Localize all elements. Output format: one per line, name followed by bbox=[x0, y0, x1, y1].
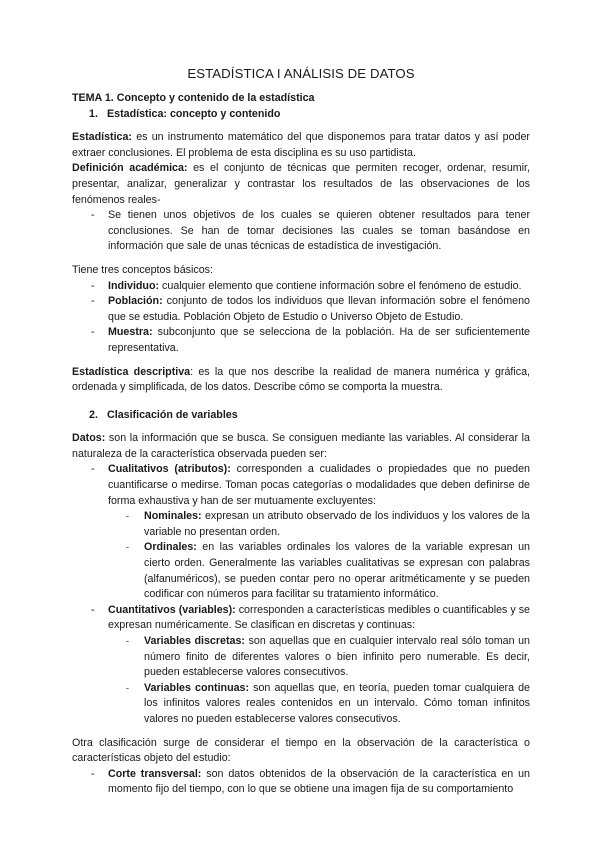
list-item bbox=[108, 294, 530, 325]
text-estadistica: es un instrumento matemático del que disponemos para tratar datos y así poder extraer conclusiones. El problema de esta disciplina es su uso partidista. bbox=[72, 131, 530, 159]
term-poblacion: Población: bbox=[108, 295, 163, 308]
text-ordinales: en las variables ordinales los valores de la variable expresan un cierto orden. Generalmente las variables cualitativas se expresan con palabras (alfanuméricos), se pueden contar pero no operar aritméticamente y se pueden codificar con números para facilitar su tratamiento informático. bbox=[144, 541, 530, 601]
text-muestra: subconjunto que se selecciona de la población. Ha de ser suficientemente representativa. bbox=[108, 326, 530, 354]
term-ordinales: Ordinales: bbox=[144, 541, 197, 554]
text-cualitativos: corresponden a cualidades o propiedades que no pueden cuantificarse o medirse. Toman pocas categorías o modalidades que deben definirse de forma exhaustiva y han de ser mutuamente excluyentes: bbox=[108, 463, 530, 507]
text-corte-transversal: son datos obtenidos de la observación de la característica en un momento fijo del tiempo, con lo que se obtiene una imagen fija de su comportamiento bbox=[108, 767, 530, 796]
conceptos-intro: Tiene tres conceptos básicos: bbox=[72, 263, 213, 276]
cualitativos-sublist bbox=[108, 509, 530, 603]
document-page bbox=[72, 66, 530, 798]
paragraph-otra-clasificacion: Otra clasificación surge de considerar el tiempo en la observación de la característica o características objeto del estudio: bbox=[72, 736, 530, 765]
text-cuantitativos: corresponden a características medibles o cuantificables y se expresan numéricamente. Se clasifican en discretas y continuas: bbox=[108, 603, 530, 632]
section-2-number: 2. bbox=[89, 408, 98, 421]
text-descriptiva: : es la que nos describe la realidad de manera numérica y gráfica, ordenada y simplificada, de los datos. Describe cómo se comporta la muestra. bbox=[72, 365, 530, 394]
paragraph-estadistica bbox=[72, 130, 530, 161]
objetivos-list bbox=[72, 208, 530, 255]
tiempo-list bbox=[72, 767, 530, 798]
paragraph-descriptiva bbox=[72, 365, 530, 396]
text-nominales: expresan un atributo observado de los individuos y los valores de la variable no presentan orden. bbox=[144, 510, 530, 538]
section-1-label: Estadística: concepto y contenido bbox=[107, 107, 281, 120]
term-individuo: Individuo: bbox=[108, 279, 160, 292]
list-item bbox=[144, 540, 530, 602]
term-estadistica: Estadística: bbox=[72, 131, 132, 144]
term-datos: Datos: bbox=[72, 432, 106, 445]
term-muestra: Muestra: bbox=[108, 326, 153, 339]
section-1-number: 1. bbox=[89, 107, 98, 120]
tema-heading: TEMA 1. Concepto y contenido de la estadística bbox=[72, 92, 315, 104]
text-continuas: son aquellas que, en teoría, pueden tomar cualquiera de los infinitos valores reales contenidos en un intervalo. Cómo toman infinitos valores no pueden establecerse valores consecutivos. bbox=[144, 681, 530, 725]
text-definicion: es el conjunto de técnicas que permiten recoger, ordenar, resumir, presentar, analizar, generalizar y contrastar los resultados de las observaciones de los fenómenos reales- bbox=[72, 162, 530, 206]
list-item bbox=[108, 325, 530, 356]
list-item: - Se tienen unos objetivos de los cuales se quieren obtener resultados para tener conclusiones. Se han de tomar decisiones las cuales se toman basándose en información que sale de unas técnicas de estadística de investigación. bbox=[108, 208, 530, 255]
text-individuo: cualquier elemento que contiene información sobre el fenómeno de estudio. bbox=[159, 279, 522, 292]
list-item bbox=[144, 634, 530, 681]
term-cualitativos: Cualitativos (atributos): bbox=[108, 463, 231, 476]
list-item bbox=[108, 279, 530, 295]
text-discretas: son aquellas que en cualquier intervalo real sólo toman un número finito de diferentes valores o bien infinito pero numerable. Es decir, pueden establecerse valores consecutivos. bbox=[144, 635, 530, 679]
datos-list bbox=[72, 462, 530, 727]
text-datos: son la información que se busca. Se consiguen mediante las variables. Al considerar la naturaleza de la característica observada pueden ser: bbox=[72, 432, 530, 460]
paragraph-datos bbox=[72, 431, 530, 462]
list-item bbox=[108, 603, 530, 728]
term-continuas: Variables continuas: bbox=[144, 681, 250, 694]
section-1-heading bbox=[72, 107, 530, 123]
term-discretas: Variables discretas: bbox=[144, 635, 245, 647]
list-item bbox=[108, 462, 530, 602]
section-2-label: Clasificación de variables bbox=[107, 408, 238, 421]
text-poblacion: conjunto de todos los individuos que llevan información sobre el fenómeno que se estudia. Población Objeto de Estudio o Universo Objeto de Estudio. bbox=[108, 295, 530, 323]
term-corte-transversal: Corte transversal: bbox=[108, 767, 202, 780]
term-descriptiva: Estadística descriptiva bbox=[72, 365, 191, 378]
list-item bbox=[144, 681, 530, 728]
section-2-heading bbox=[72, 408, 530, 424]
list-item bbox=[108, 767, 530, 798]
cuantitativos-sublist bbox=[108, 634, 530, 728]
conceptos-list bbox=[72, 279, 530, 357]
term-nominales: Nominales: bbox=[144, 510, 202, 523]
term-cuantitativos: Cuantitativos (variables): bbox=[108, 603, 236, 616]
list-item bbox=[144, 509, 530, 540]
paragraph-definicion bbox=[72, 161, 530, 208]
term-definicion: Definición académica: bbox=[72, 162, 188, 175]
document-title: ESTADÍSTICA I ANÁLISIS DE DATOS bbox=[187, 66, 415, 81]
